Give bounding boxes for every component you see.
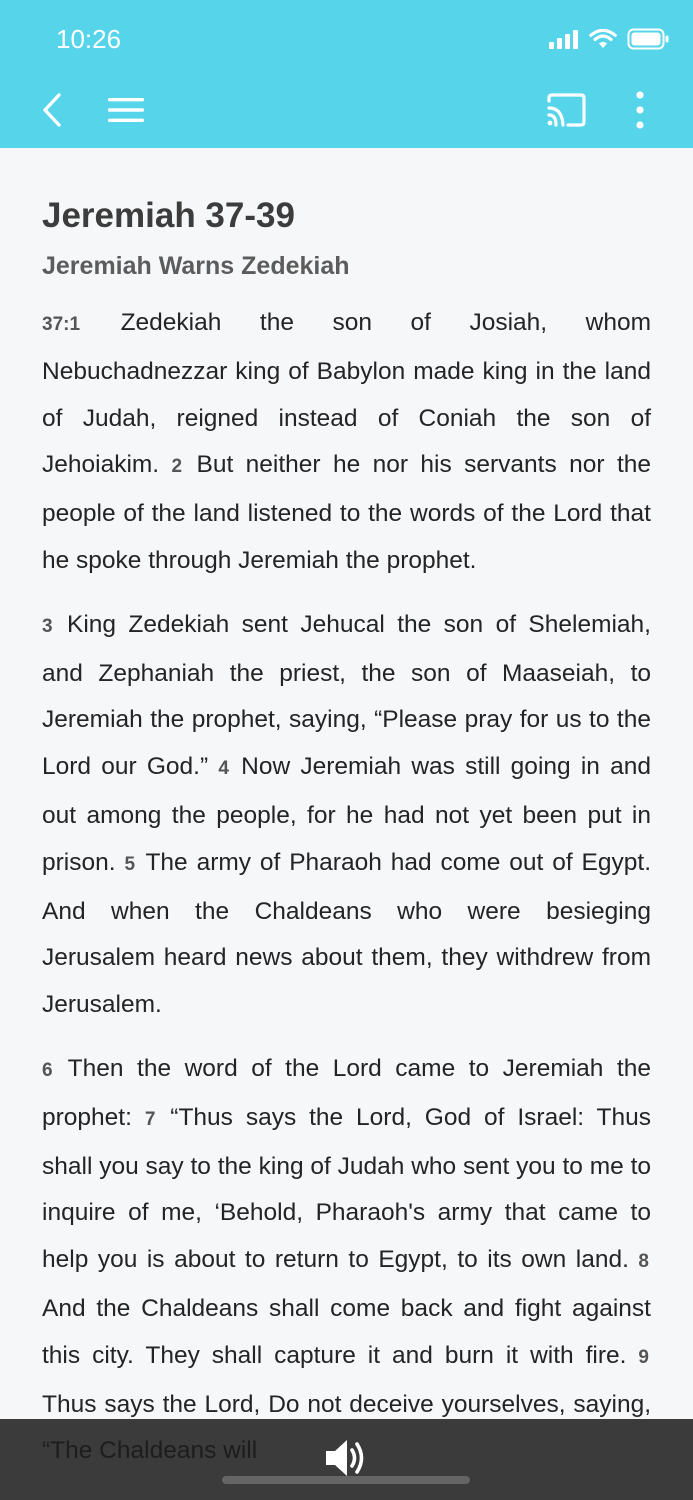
signal-icon — [549, 29, 579, 49]
chevron-left-icon — [39, 92, 65, 128]
verse-number[interactable]: 2 — [171, 456, 183, 478]
back-button[interactable] — [30, 88, 74, 132]
home-indicator — [222, 1476, 470, 1484]
scripture-paragraph — [42, 300, 651, 585]
chapter-title: Jeremiah 37-39 — [42, 196, 295, 235]
verse-text: But neither he nor his servants nor the people of the land listened to the words of the Lord that he spoke through Jeremiah the prophet. — [42, 451, 651, 574]
battery-icon — [627, 28, 669, 50]
audio-play-button[interactable] — [322, 1436, 370, 1480]
verse-number[interactable]: 5 — [124, 853, 136, 875]
top-app-bar — [0, 0, 693, 148]
verse-number[interactable]: 8 — [638, 1251, 649, 1273]
scripture-paragraph — [42, 602, 651, 1029]
status-icons — [549, 26, 669, 52]
verse-text: And the Chaldeans shall come back and fight against this city. They shall capture it and burn it with fire. — [42, 1294, 651, 1369]
speaker-volume-icon — [322, 1436, 370, 1480]
verse-number[interactable]: 4 — [218, 758, 229, 780]
section-heading: Jeremiah Warns Zedekiah — [42, 252, 350, 280]
wifi-icon — [589, 29, 617, 49]
hamburger-menu-icon — [106, 95, 146, 125]
verse-number[interactable]: 7 — [144, 1108, 156, 1130]
verse-text: Thus says the Lord, Do not deceive yourselves, saying, — [42, 1390, 651, 1418]
menu-button[interactable] — [104, 88, 148, 132]
verse-number[interactable]: 9 — [638, 1346, 649, 1368]
verse-text: Then the word of the Lord came to Jeremiah the prophet: — [42, 1054, 651, 1131]
verse-number[interactable]: 3 — [42, 615, 53, 637]
vertical-ellipsis-icon — [634, 90, 646, 130]
scripture-paragraph — [42, 1046, 651, 1475]
verse-text: “Thus says the Lord, God of Israel: Thus shall you say to the king of Judah who sent you to me to inquire of me, ‘Behold, Pharaoh's army that came to help you is about to return to Egypt, to its own land. — [42, 1103, 651, 1274]
verse-text: King Zedekiah sent Jehucal the son of Shelemiah, and Zephaniah the priest, the son of Maaseiah, to Jeremiah the prophet, saying, “Please pray for us to the Lord our God.” — [42, 610, 651, 781]
verse-text: Now Jeremiah was still going in and out among the people, for he had not yet been put in prison. — [42, 753, 651, 876]
cast-icon — [545, 92, 587, 128]
status-time: 10:26 — [56, 24, 122, 54]
verse-text: Zedekiah the son of Josiah, whom Nebuchadnezzar king of Babylon made king in the land of Judah, reigned instead of Coniah the son of Jehoiakim. — [42, 309, 651, 479]
verse-number[interactable]: 37:1 — [42, 314, 81, 335]
cast-button[interactable] — [542, 88, 590, 132]
more-options-button[interactable] — [620, 86, 660, 134]
verse-number[interactable]: 6 — [42, 1059, 53, 1081]
reading-content — [42, 190, 651, 1475]
verse-text: The army of Pharaoh had come out of Egypt. And when the Chaldeans who were besieging Jerusalem heard news about them, they withdrew from Jerusalem. — [42, 848, 652, 1019]
